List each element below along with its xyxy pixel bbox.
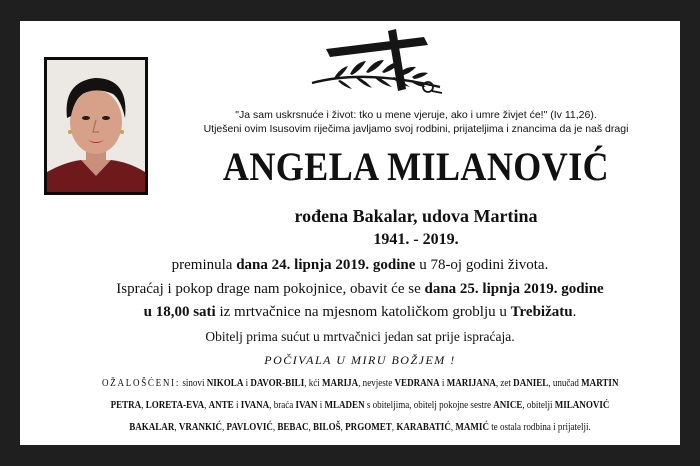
quote-line-1: "Ja sam uskrsnuće i život: tko u mene vjeruje, ako i umre živjet će!" (Iv 11,26). bbox=[235, 109, 597, 121]
text: , bbox=[391, 422, 397, 433]
text: , bbox=[340, 422, 346, 433]
text: , bbox=[174, 422, 179, 433]
cross-with-palm-branch-icon bbox=[304, 29, 446, 95]
text: , bbox=[272, 422, 278, 433]
mourner-name: IVAN bbox=[295, 400, 318, 411]
mourner-name: PRGOMET bbox=[345, 422, 392, 433]
funeral-mid-text: iz mrtvačnice na mjesnom katoličkom groblju u bbox=[215, 304, 511, 320]
text: , bbox=[308, 422, 314, 433]
mourners-line-3 bbox=[102, 417, 618, 439]
mourner-name: LORETA-EVA bbox=[145, 400, 205, 411]
funeral-line-2 bbox=[60, 304, 660, 321]
text: i bbox=[243, 378, 251, 389]
mourners-label: OŽALOŠĆENI: bbox=[102, 378, 181, 389]
mourners-line-2 bbox=[102, 395, 618, 417]
death-date: dana 24. lipnja 2019. godine bbox=[236, 257, 416, 273]
text: sinovi bbox=[180, 378, 207, 389]
death-notice-line bbox=[60, 257, 660, 274]
obituary-card bbox=[20, 21, 680, 445]
text: , nevjeste bbox=[358, 378, 395, 389]
mourner-name: MARIJA bbox=[322, 378, 359, 389]
mourner-name: MARIJANA bbox=[446, 378, 496, 389]
mourner-name: DAVOR-BILI bbox=[250, 378, 305, 389]
funeral-date: dana 25. lipnja 2019. godine bbox=[424, 281, 604, 297]
mourner-name: DANIEL bbox=[513, 378, 549, 389]
text: , zet bbox=[495, 378, 514, 389]
mourner-name: IVANA bbox=[240, 400, 270, 411]
mourner-name: BAKALAR bbox=[129, 422, 175, 433]
text: , obitelji bbox=[522, 400, 555, 411]
text: i bbox=[439, 378, 447, 389]
text: te ostala rodbina i prijatelji. bbox=[488, 422, 591, 433]
deceased-name: ANGELA MILANOVIĆ bbox=[222, 144, 610, 189]
mourner-name: PETRA bbox=[110, 400, 142, 411]
text: , bbox=[450, 422, 456, 433]
quote-line-2: Utješeni ovim Isusovim riječima javljamo svoj rodbini, prijateljima i znancima da je naš dragi bbox=[203, 123, 629, 135]
text: , braća bbox=[269, 400, 296, 411]
mourner-name: BILOŠ bbox=[313, 422, 341, 433]
mourner-name: KARABATIĆ bbox=[396, 422, 451, 433]
condolences-line: Obitelj prima sućut u mrtvačnici jedan sat prije ispraćaja. bbox=[205, 329, 515, 344]
rest-in-peace: POČIVALA U MIRU BOŽJEM ! bbox=[264, 353, 456, 367]
mourner-name: MLADEN bbox=[324, 400, 365, 411]
text: s obiteljima, obitelj pokojne sestre bbox=[364, 400, 494, 411]
mourner-name: MAMIĆ bbox=[455, 422, 489, 433]
portrait-image bbox=[47, 60, 145, 192]
text: i bbox=[317, 400, 325, 411]
portrait-photo bbox=[47, 60, 145, 192]
mourner-name: NIKOLA bbox=[206, 378, 244, 389]
mourners-block bbox=[60, 373, 660, 439]
maiden-name-line: rođena Bakalar, udova Martina bbox=[294, 206, 538, 226]
portrait-frame bbox=[44, 57, 148, 195]
funeral-end-text: . bbox=[572, 304, 577, 320]
funeral-pre-text: Ispraćaj i pokop drage nam pokojnice, obavit će se bbox=[116, 281, 425, 297]
mourner-name: MILANOVIĆ bbox=[554, 400, 610, 411]
funeral-place: Trebižatu bbox=[510, 304, 573, 320]
bible-quote bbox=[160, 108, 672, 136]
funeral-line-1 bbox=[60, 281, 660, 298]
mourner-name: VEDRANA bbox=[394, 378, 440, 389]
text: i bbox=[233, 400, 241, 411]
funeral-time: u 18,00 sati bbox=[143, 304, 216, 320]
mourner-name: ANICE bbox=[493, 400, 523, 411]
death-post-text: u 78-oj godini života. bbox=[415, 257, 549, 273]
life-years: 1941. - 2019. bbox=[373, 231, 459, 248]
mourner-name: ANTE bbox=[208, 400, 234, 411]
text: , bbox=[141, 400, 146, 411]
text: , bbox=[204, 400, 209, 411]
text: , unučad bbox=[548, 378, 582, 389]
text: , kći bbox=[304, 378, 323, 389]
mourner-name: PAVLOVIĆ bbox=[226, 422, 273, 433]
mourner-name: MARTIN bbox=[581, 378, 619, 389]
text: , bbox=[222, 422, 227, 433]
mourner-name: VRANKIĆ bbox=[178, 422, 223, 433]
mourners-line-1 bbox=[102, 373, 618, 395]
mourner-name: BEBAC bbox=[277, 422, 309, 433]
death-pre-text: preminula bbox=[171, 257, 237, 273]
